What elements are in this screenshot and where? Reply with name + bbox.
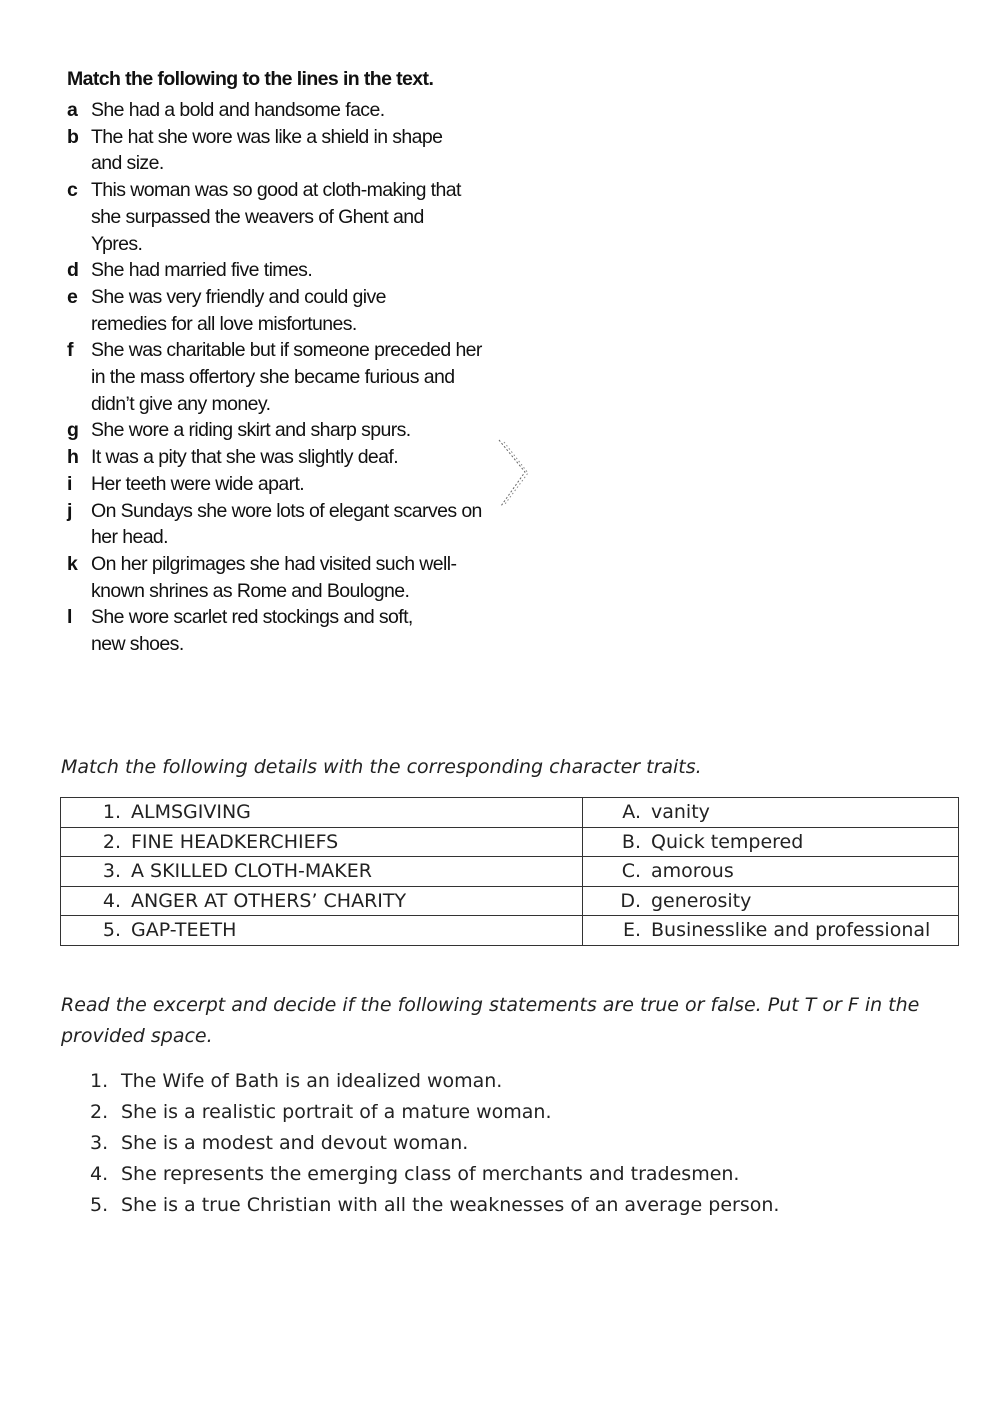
item-text: She was charitable but if someone preceded her in the mass offertory she became furious and didn’t give any money.	[91, 339, 482, 415]
trait-text: Businesslike and professional	[651, 919, 931, 942]
table-row	[61, 798, 959, 828]
item-text: Her teeth were wide apart.	[91, 472, 305, 495]
list-item	[90, 1190, 970, 1221]
item-letter: h	[67, 446, 79, 469]
detail-number: 5.	[102, 919, 121, 942]
item-letter: l	[67, 606, 72, 629]
item-letter: g	[67, 419, 79, 442]
detail-text: FINE HEADKERCHIEFS	[131, 830, 339, 853]
list-item	[67, 97, 507, 124]
item-letter: k	[67, 552, 78, 575]
trait-text: Quick tempered	[651, 830, 804, 853]
statement-text: She is a modest and devout woman.	[121, 1132, 469, 1154]
trait-letter: B.	[621, 830, 641, 853]
statement-number: 5.	[90, 1194, 109, 1216]
list-item	[67, 124, 472, 177]
trait-letter: D.	[620, 889, 641, 912]
table-row	[61, 886, 959, 916]
traits-table	[60, 797, 959, 946]
item-letter: e	[67, 285, 78, 308]
list-item	[67, 337, 492, 417]
list-item	[67, 417, 507, 444]
table-row	[61, 916, 959, 946]
table-row	[61, 827, 959, 857]
statement-text: She represents the emerging class of merchants and tradesmen.	[121, 1163, 740, 1185]
item-text: She wore scarlet red stockings and soft, new shoes.	[91, 606, 413, 656]
list-item	[67, 604, 447, 657]
list-item	[67, 471, 507, 498]
traits-instruction: Match the following details with the corresponding character traits.	[61, 756, 702, 778]
trait-letter: E.	[622, 919, 641, 942]
trait-text: amorous	[651, 860, 734, 883]
section-title: Match the following to the lines in the text.	[67, 68, 434, 90]
item-letter: f	[67, 339, 73, 362]
item-text: She had a bold and handsome face.	[91, 99, 385, 121]
item-text: She was very friendly and could give remedies for all love misfortunes.	[91, 285, 386, 335]
statement-number: 1.	[90, 1070, 109, 1092]
trait-letter: A.	[622, 801, 641, 824]
detail-text: ALMSGIVING	[131, 801, 251, 824]
list-item	[67, 444, 507, 471]
trait-letter: C.	[621, 860, 641, 883]
bracket-marker-icon	[497, 438, 531, 510]
trait-text: generosity	[651, 889, 752, 912]
list-item	[67, 257, 507, 284]
statement-text: The Wife of Bath is an idealized woman.	[121, 1070, 503, 1092]
item-letter: c	[67, 179, 78, 202]
list-item	[90, 1128, 970, 1159]
list-item	[67, 498, 487, 551]
list-item	[67, 551, 492, 604]
item-text: This woman was so good at cloth-making that she surpassed the weavers of Ghent and Ypres.	[91, 179, 461, 255]
list-item	[90, 1066, 970, 1097]
item-letter: a	[67, 99, 78, 121]
item-text: The hat she wore was like a shield in shape and size.	[91, 125, 443, 175]
detail-number: 3.	[102, 860, 121, 883]
matching-lines-section	[67, 66, 507, 658]
trait-text: vanity	[651, 801, 710, 824]
item-text: On Sundays she wore lots of elegant scarves on her head.	[91, 499, 482, 549]
statement-number: 4.	[90, 1163, 109, 1185]
detail-text: A SKILLED CLOTH-MAKER	[131, 860, 372, 883]
item-text: She had married five times.	[91, 259, 313, 282]
detail-text: GAP-TEETH	[131, 919, 237, 942]
detail-number: 2.	[102, 830, 121, 853]
list-item	[67, 177, 462, 257]
item-letter: j	[67, 499, 72, 522]
list-item	[90, 1097, 970, 1128]
true-false-instruction: Read the excerpt and decide if the following statements are true or false. Put T or F in the provided space.	[61, 994, 920, 1047]
item-text: She wore a riding skirt and sharp spurs.	[91, 419, 411, 442]
item-text: On her pilgrimages she had visited such well-known shrines as Rome and Boulogne.	[91, 552, 457, 602]
statement-number: 3.	[90, 1132, 109, 1154]
detail-number: 4.	[102, 889, 121, 912]
item-letter: i	[67, 472, 72, 495]
detail-text: ANGER AT OTHERS’ CHARITY	[131, 889, 407, 912]
detail-number: 1.	[102, 801, 121, 824]
item-letter: b	[67, 125, 79, 148]
statement-number: 2.	[90, 1101, 109, 1123]
true-false-list	[90, 1066, 970, 1221]
list-item	[67, 284, 417, 337]
statement-text: She is a realistic portrait of a mature woman.	[121, 1101, 552, 1123]
statement-text: She is a true Christian with all the weaknesses of an average person.	[121, 1194, 780, 1216]
item-letter: d	[67, 259, 79, 282]
list-item	[90, 1159, 970, 1190]
item-text: It was a pity that she was slightly deaf.	[91, 446, 399, 469]
table-row	[61, 857, 959, 887]
